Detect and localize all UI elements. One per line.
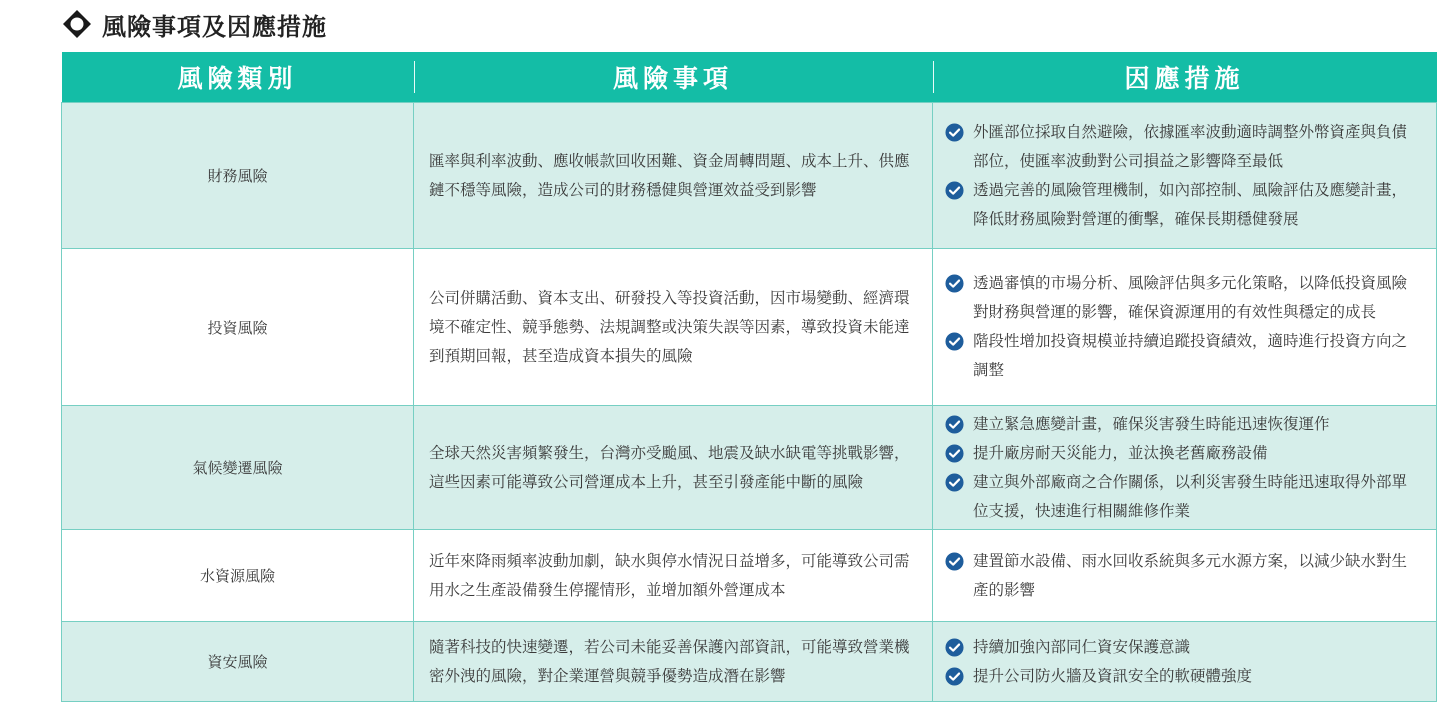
measure-item (945, 633, 1420, 662)
risk-category: 氣候變遷風險 (62, 406, 414, 530)
table-row (62, 530, 1437, 622)
risk-measures (933, 406, 1437, 530)
risk-category: 水資源風險 (62, 530, 414, 622)
check-circle-icon (945, 473, 964, 492)
measure-text: 外匯部位採取自然避險，依據匯率波動適時調整外幣資產與負債部位，使匯率波動對公司損益之影響降至最低 (973, 122, 1408, 170)
check-circle-icon (945, 274, 964, 293)
check-circle-icon (945, 552, 964, 571)
measure-item (945, 468, 1420, 526)
measure-item (945, 327, 1420, 385)
risk-category: 投資風險 (62, 249, 414, 406)
check-circle-icon (945, 638, 964, 657)
header-matter: 風險事項 (414, 52, 933, 103)
measure-list (945, 269, 1420, 385)
measure-item (945, 118, 1420, 176)
risk-description: 公司併購活動、資本支出、研發投入等投資活動，因市場變動、經濟環境不確定性、競爭態勢、法規調整或決策失誤等因素，導致投資未能達到預期回報，甚至造成資本損失的風險 (414, 249, 933, 406)
check-circle-icon (945, 444, 964, 463)
measure-item (945, 439, 1420, 468)
measure-list (945, 547, 1420, 605)
table-row (62, 103, 1437, 249)
measure-text: 提升公司防火牆及資訊安全的軟硬體強度 (973, 666, 1253, 685)
measure-text: 建立緊急應變計畫，確保災害發生時能迅速恢復運作 (973, 414, 1330, 433)
measure-list (945, 633, 1420, 691)
header-measures: 因應措施 (933, 52, 1437, 103)
check-circle-icon (945, 123, 964, 142)
measure-item (945, 410, 1420, 439)
risk-measures (933, 249, 1437, 406)
measure-text: 建置節水設備、雨水回收系統與多元水源方案，以減少缺水對生產的影響 (973, 551, 1408, 599)
measure-item (945, 176, 1420, 234)
risk-description: 近年來降雨頻率波動加劇，缺水與停水情況日益增多，可能導致公司需用水之生產設備發生停擺情形，並增加額外營運成本 (414, 530, 933, 622)
risk-category: 財務風險 (62, 103, 414, 249)
table-header-row (62, 52, 1437, 103)
measure-list (945, 118, 1420, 234)
risk-measures (933, 103, 1437, 249)
measure-text: 持續加強內部同仁資安保護意識 (973, 637, 1191, 656)
measure-list (945, 410, 1420, 526)
risk-measures (933, 622, 1437, 702)
measure-item (945, 547, 1420, 605)
risk-description: 全球天然災害頻繁發生，台灣亦受颱風、地震及缺水缺電等挑戰影響，這些因素可能導致公司營運成本上升，甚至引發產能中斷的風險 (414, 406, 933, 530)
table-row (62, 249, 1437, 406)
risk-description: 隨著科技的快速變遷，若公司未能妥善保護內部資訊，可能導致營業機密外洩的風險，對企業運營與競爭優勢造成潛在影響 (414, 622, 933, 702)
diamond-bullet-icon (62, 9, 92, 39)
check-circle-icon (945, 332, 964, 351)
page-title: 風險事項及因應措施 (102, 12, 327, 41)
measure-text: 透過審慎的市場分析、風險評估與多元化策略，以降低投資風險對財務與營運的影響，確保資源運用的有效性與穩定的成長 (973, 274, 1408, 321)
risk-measures (933, 530, 1437, 622)
measure-item (945, 662, 1420, 691)
measure-text: 透過完善的風險管理機制，如內部控制、風險評估及應變計畫，降低財務風險對營運的衝擊，確保長期穩健發展 (973, 180, 1408, 228)
table-row (62, 406, 1437, 530)
measure-text: 階段性增加投資規模並持續追蹤投資績效，適時進行投資方向之調整 (973, 332, 1408, 379)
header-category: 風險類別 (62, 52, 414, 103)
check-circle-icon (945, 181, 964, 200)
risk-description: 匯率與利率波動、應收帳款回收困難、資金周轉問題、成本上升、供應鏈不穩等風險，造成公司的財務穩健與營運效益受到影響 (414, 103, 933, 249)
risk-table (61, 52, 1437, 702)
measure-text: 建立與外部廠商之合作關係，以利災害發生時能迅速取得外部單位支援，快速進行相關維修作業 (973, 472, 1408, 520)
measure-text: 提升廠房耐天災能力，並汰換老舊廠務設備 (973, 443, 1268, 462)
measure-item (945, 269, 1420, 327)
check-circle-icon (945, 415, 964, 434)
section-heading (62, 6, 327, 42)
risk-category: 資安風險 (62, 622, 414, 702)
check-circle-icon (945, 667, 964, 686)
table-row (62, 622, 1437, 702)
